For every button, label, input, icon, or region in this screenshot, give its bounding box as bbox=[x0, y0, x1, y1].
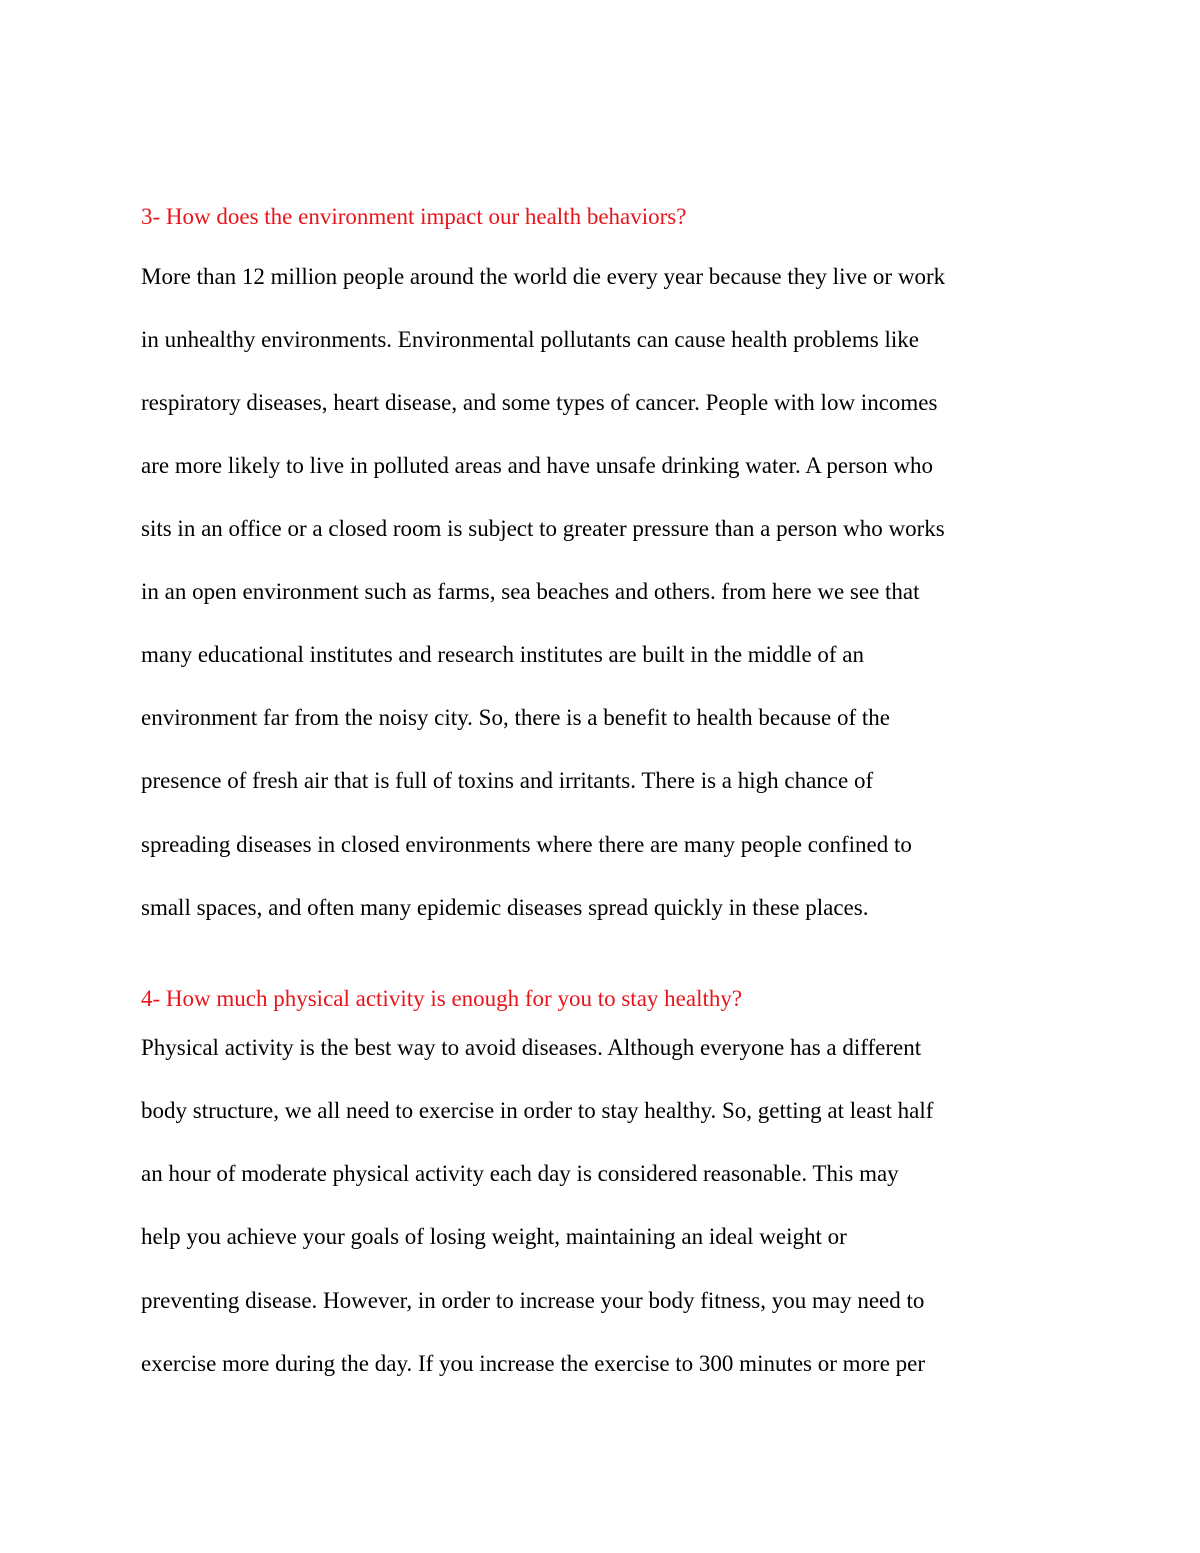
section-4-heading: 4- How much physical activity is enough for you to stay healthy? bbox=[141, 986, 743, 1011]
section-3-line-4: are more likely to live in polluted areas and have unsafe drinking water. A person who bbox=[141, 453, 933, 478]
section-4-line-5: preventing disease. However, in order to increase your body fitness, you may need to bbox=[141, 1288, 925, 1313]
section-3-line-8: environment far from the noisy city. So, there is a benefit to health because of the bbox=[141, 705, 890, 730]
section-4-line-4: help you achieve your goals of losing weight, maintaining an ideal weight or bbox=[141, 1224, 847, 1249]
section-4-line-3: an hour of moderate physical activity each day is considered reasonable. This may bbox=[141, 1161, 899, 1186]
section-3-line-7: many educational institutes and research institutes are built in the middle of an bbox=[141, 642, 865, 667]
section-3-line-5: sits in an office or a closed room is subject to greater pressure than a person who works bbox=[141, 516, 945, 541]
section-3-line-9: presence of fresh air that is full of toxins and irritants. There is a high chance of bbox=[141, 768, 874, 793]
section-4-line-2: body structure, we all need to exercise in order to stay healthy. So, getting at least half bbox=[141, 1098, 934, 1123]
section-3-line-11: small spaces, and often many epidemic diseases spread quickly in these places. bbox=[141, 895, 869, 920]
section-3-line-6: in an open environment such as farms, sea beaches and others. from here we see that bbox=[141, 579, 920, 604]
section-3-line-10: spreading diseases in closed environments where there are many people confined to bbox=[141, 832, 912, 857]
section-3-line-3: respiratory diseases, heart disease, and some types of cancer. People with low incomes bbox=[141, 390, 938, 415]
section-3-line-1: More than 12 million people around the world die every year because they live or work bbox=[141, 264, 946, 289]
section-4-line-6: exercise more during the day. If you increase the exercise to 300 minutes or more per bbox=[141, 1351, 926, 1376]
section-3-heading: 3- How does the environment impact our health behaviors? bbox=[141, 204, 687, 229]
section-4-line-1: Physical activity is the best way to avoid diseases. Although everyone has a different bbox=[141, 1035, 922, 1060]
section-3-line-2: in unhealthy environments. Environmental pollutants can cause health problems like bbox=[141, 327, 919, 352]
